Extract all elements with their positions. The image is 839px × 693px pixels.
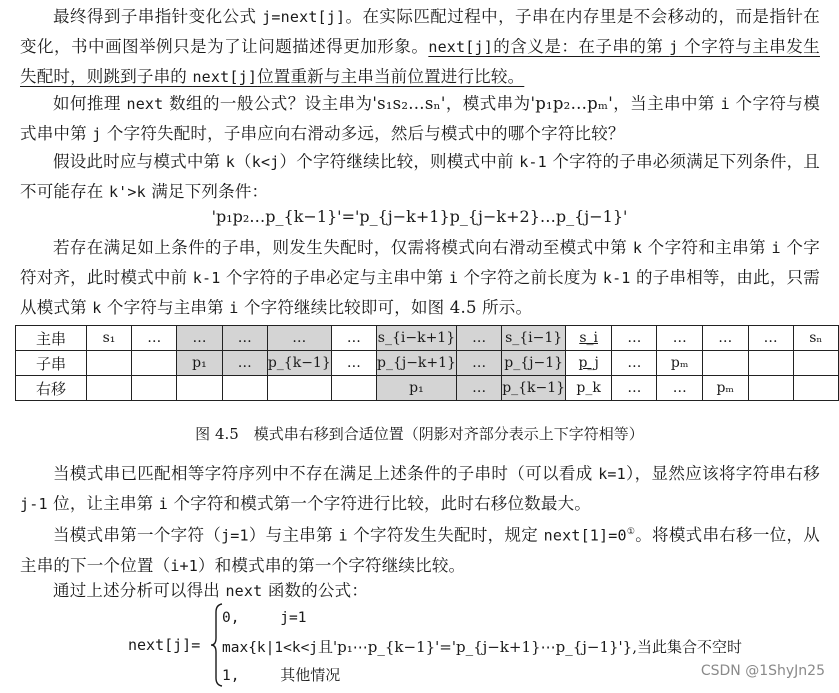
text: 通过上述分析可以得出 <box>53 581 226 600</box>
table-cell: … <box>612 326 657 351</box>
paragraph-next-intro <box>20 576 820 606</box>
text: 。将模式串右移一位，从主串的下一个位置（ <box>20 525 820 575</box>
text: 假设此时应与模式中第 <box>53 152 226 171</box>
table-cell <box>86 351 131 376</box>
code-inline: i <box>720 95 730 113</box>
text: 个字符发生失配时，规定 <box>347 525 544 545</box>
text: '，模式串为' <box>440 94 536 113</box>
text: 个字符继续比较即可，如图 4.5 所示。 <box>238 298 533 317</box>
text: （ <box>235 152 252 171</box>
table-cell: p_{j−k+1} <box>376 351 456 376</box>
code-inline: k <box>632 239 643 257</box>
table-cell: s_i <box>566 326 612 351</box>
text: 最终得到子串指针变化公式 <box>53 7 263 26</box>
case-value: p₁⋯p_{k−1}'='p_{j−k+1}⋯p_{j−1}'}, <box>337 638 637 656</box>
text: 个字符的子串必定与主串中第 <box>220 268 449 287</box>
code-inline: j <box>669 38 679 56</box>
table-cell: p₁ <box>376 376 456 401</box>
text: 满足下列条件： <box>145 182 269 201</box>
table-cell: … <box>456 376 501 401</box>
text: 个字符和模式第一个字符进行比较，此时右移位数最大。 <box>168 494 591 513</box>
formula-case-2 <box>222 636 742 657</box>
table-cell <box>748 376 793 401</box>
code-inline: k <box>92 299 102 317</box>
paragraph-derive-question <box>20 89 820 149</box>
paragraph-next-formula <box>20 2 820 92</box>
watermark: CSDN @1ShyJn25 <box>700 663 825 679</box>
table-cell: … <box>657 376 703 401</box>
code-inline: k <box>225 153 235 171</box>
row-label: 右移 <box>16 376 87 401</box>
table-cell <box>86 376 131 401</box>
case-value: 且' <box>318 638 338 656</box>
table-cell: … <box>456 351 501 376</box>
text: 如何推理 <box>53 94 127 113</box>
text: 个字符的子串必须满足下列条件，且不可能存在 <box>20 152 820 201</box>
text: 。在实际匹配过程中，子串在内存里是不会移动的，而是指针在变化，书中画图举例只是为了让问题描述得更加形象。 <box>20 7 820 56</box>
table-cell: p_{j−1} <box>502 351 566 376</box>
paragraph-first-char-mismatch <box>20 518 820 581</box>
text: 个字符与主串发生失配时，则跳到子串的 <box>20 37 820 86</box>
table-cell <box>793 351 838 376</box>
text: ），显然应该将字符串右移 <box>625 464 820 483</box>
text: 数组的一般公式？设主串为' <box>163 94 378 113</box>
text: 当模式串第一个字符（ <box>53 525 222 545</box>
code-inline: i+1 <box>170 556 199 575</box>
case-value: 0, <box>222 610 240 626</box>
row-label: 主串 <box>16 326 87 351</box>
code-inline: j=next[j] <box>262 8 346 26</box>
table-cell <box>177 376 222 401</box>
table-cell <box>702 351 748 376</box>
table-cell: … <box>267 326 331 351</box>
code-inline: i <box>448 269 459 287</box>
code-inline: i <box>158 495 169 513</box>
text: 位，让主串第 <box>47 494 159 513</box>
table-cell: … <box>132 326 177 351</box>
table-cell: … <box>331 326 376 351</box>
code-inline: k-1 <box>519 153 547 171</box>
condition-expression: 'p₁p₂…p_{k−1}'='p_{j−k+1}p_{j−k+2}…p_{j−1}' <box>211 207 628 226</box>
table-cell: p_{k−1} <box>502 376 566 401</box>
table-cell <box>132 376 177 401</box>
code-inline: k<j <box>251 153 280 171</box>
table-cell <box>222 376 267 401</box>
table-cell: … <box>748 326 793 351</box>
text: 个字符对齐，此时模式中前 <box>20 238 820 287</box>
formula-lhs: next[j]= <box>128 636 201 654</box>
code-inline: j=1 <box>221 526 249 545</box>
text: 当模式串已匹配相等字符序列中不存在满足上述条件的子串时（可以看成 <box>53 464 599 483</box>
text: s₁s₂…sₙ <box>377 94 441 113</box>
row-label: 子串 <box>16 351 87 376</box>
table-cell: p₁ <box>177 351 222 376</box>
table-cell: … <box>222 326 267 351</box>
text: '，当主串中第 <box>608 94 721 113</box>
code-inline: next[j] <box>428 38 493 56</box>
code-inline: next <box>225 582 263 600</box>
table-cell: p_k <box>566 376 612 401</box>
table-cell: … <box>177 326 222 351</box>
code-inline: j <box>92 125 102 143</box>
footnote-mark: ① <box>626 527 636 537</box>
paragraph-no-substring <box>20 459 820 519</box>
table-cell: s_{i−k+1} <box>376 326 456 351</box>
code-inline: next <box>126 95 164 113</box>
table-cell <box>793 376 838 401</box>
table-cell: … <box>456 326 501 351</box>
text: 个字符与主串第 <box>101 298 230 317</box>
code-inline: k'>k <box>108 183 146 201</box>
table-cell: pₘ <box>702 376 748 401</box>
text: 的子串相等，由此，只需从模式第 <box>20 268 820 317</box>
table-cell: s₁ <box>86 326 131 351</box>
case-condition: j=1 <box>280 610 307 626</box>
case-condition: 当此集合不空时 <box>636 638 742 656</box>
text: 个字符失配时，子串应向右滑动多远，然后与模式中的哪个字符比较？ <box>101 124 625 143</box>
table-cell: pₘ <box>657 351 703 376</box>
table-cell: … <box>331 351 376 376</box>
table-row <box>16 351 839 376</box>
paragraph-slide <box>20 233 820 323</box>
text: ）个字符继续比较，则模式中前 <box>279 152 520 171</box>
table-cell <box>132 351 177 376</box>
table-cell: p_j <box>566 351 612 376</box>
code-inline: next[1]=0 <box>543 526 627 545</box>
code-inline: i <box>338 526 348 545</box>
code-inline: k=1 <box>598 465 626 483</box>
text: p₁p₂…pₘ <box>535 94 609 113</box>
formula-case-3 <box>222 664 340 685</box>
table-cell: … <box>657 326 703 351</box>
code-inline: j-1 <box>20 495 48 513</box>
table-cell: … <box>612 351 657 376</box>
code-inline: k-1 <box>192 269 221 287</box>
table-row <box>16 326 839 351</box>
table-cell: … <box>222 351 267 376</box>
table-row <box>16 376 839 401</box>
case-condition: 其他情况 <box>280 666 341 684</box>
text: ）和模式串的第一个字符继续比较。 <box>198 555 466 575</box>
table-cell: s_{i−1} <box>502 326 566 351</box>
table-cell <box>331 376 376 401</box>
table-cell: … <box>612 376 657 401</box>
case-value: max{k|1<k<j <box>222 640 319 656</box>
code-inline: next[j] <box>192 68 258 86</box>
text: 个字符和主串第 <box>642 238 772 257</box>
table-cell <box>748 351 793 376</box>
condition-formula <box>0 207 839 226</box>
text: 若存在满足如上条件的子串，则发生失配时，仅需将模式向右滑动至模式中第 <box>53 238 633 257</box>
text: 位置重新与主串当前位置进行比较。 <box>257 67 525 86</box>
code-inline: i <box>229 299 239 317</box>
table-cell: … <box>702 326 748 351</box>
text: ）与主串第 <box>248 525 339 545</box>
table-cell: sₙ <box>793 326 838 351</box>
text: 的含义是：在子串的第 <box>492 37 670 56</box>
text: 函数的公式： <box>262 581 369 600</box>
code-inline: k-1 <box>602 269 631 287</box>
table-cell <box>267 376 331 401</box>
paragraph-assumption <box>20 147 820 207</box>
formula-case-1 <box>222 608 306 626</box>
text: 个字符与模式串中第 <box>20 94 820 143</box>
case-value: 1, <box>222 668 240 684</box>
figure-caption: 图 4.5 模式串右移到合适位置（阴影对齐部分表示上下字符相等） <box>195 425 644 443</box>
text: 个字符之前长度为 <box>458 268 603 287</box>
pattern-shift-table <box>15 325 839 401</box>
table-cell: p_{k−1} <box>267 351 331 376</box>
code-inline: i <box>771 239 781 257</box>
